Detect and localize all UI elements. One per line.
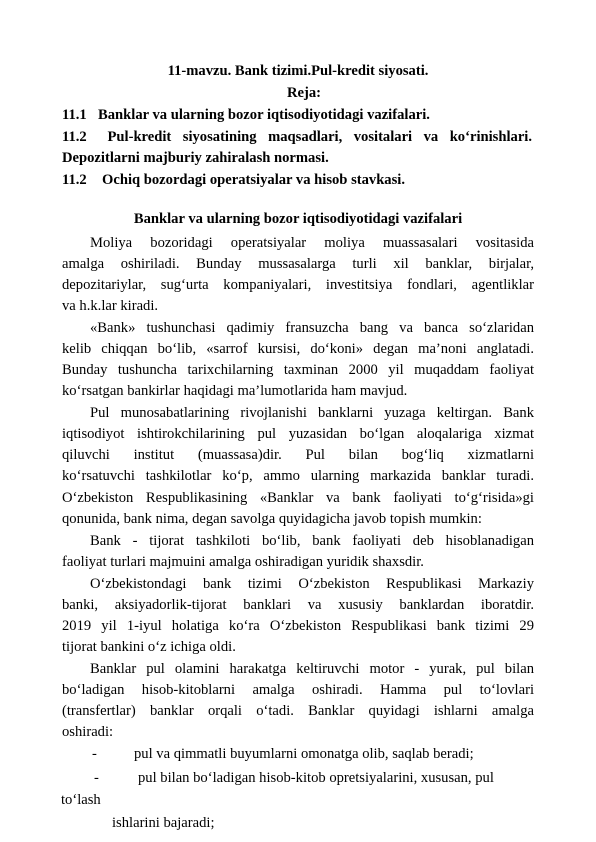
paragraph-line: 2019 yil 1-iyul holatiga ko‘ra O‘zbekiston Respublikasi bank tizimi 29 (62, 618, 534, 634)
paragraph-line: depozitariylar, sug‘urta kompaniyalari, investitsiya fondlari, agentliklar (62, 277, 534, 293)
plan-item-text: Pul-kredit siyosatining maqsadlari, vositalari va ko‘rinishlari. (107, 129, 532, 145)
paragraph-line: ko‘rsatuvchi tashkilotlar ko‘p, ammo ularning markazida banklar turadi. (62, 468, 534, 484)
plan-item (62, 106, 532, 125)
plan-item-text: Banklar va ularning bozor iqtisodiyotidagi vazifalari. (98, 107, 430, 123)
paragraph-line: faoliyat turlari majmuini amalga oshiradigan yuridik shaxsdir. (62, 554, 424, 570)
plan-item (62, 171, 532, 190)
plan-item-number: 11.2 (62, 129, 87, 145)
paragraph-line: oshiradi: (62, 724, 114, 740)
paragraph-line: Bank - tijorat tashkiloti bo‘lib, bank faoliyati deb hisoblanadigan (90, 533, 534, 549)
bullet-continuation: to‘lash (61, 792, 101, 808)
paragraph-line: bo‘ladigan hisob-kitoblarni amalga oshiradi. Hamma pul to‘lovlari (62, 682, 534, 698)
paragraph-line: Banklar pul olamini harakatga keltiruvchi motor - yurak, pul bilan (90, 661, 534, 677)
bullet-continuation: ishlarini bajaradi; (112, 815, 215, 831)
paragraph-line: «Bank» tushunchasi qadimiy fransuzcha bang va banca so‘zlaridan (90, 320, 534, 336)
plan-item-number: 11.1 (62, 107, 87, 123)
paragraph-line: Moliya bozoridagi operatsiyalar moliya muassasalari vositasida (90, 235, 534, 251)
paragraph-line: O‘zbekiston Respublikasining «Banklar va bank faoliyati to‘g‘risida»gi (62, 490, 534, 506)
paragraph-line: qiluvchi institut (muassasa)dir. Pul bilan bog‘liq xizmatlarni (62, 447, 534, 463)
plan-heading: Reja: (286, 85, 322, 101)
bullet-text: pul va qimmatli buyumlarni omonatga olib, saqlab beradi; (134, 746, 474, 762)
paragraph-line: tijorat bankini o‘z ichiga oldi. (62, 639, 236, 655)
paragraph-line: qonunida, bank nima, degan savolga quyidagicha javob topish mumkin: (62, 511, 482, 527)
paragraph-line: Pul munosabatlarining rivojlanishi banklarni yuzaga keltirgan. Bank (90, 405, 534, 421)
plan-item-number: 11.2 (62, 172, 87, 188)
document-title: 11-mavzu. Bank tizimi.Pul-kredit siyosati. (167, 63, 429, 79)
paragraph-line: banki, aksiyadorlik-tijorat banklari va xususiy banklardan iboratdir. (62, 597, 534, 613)
plan-item (62, 128, 532, 147)
section-heading: Banklar va ularning bozor iqtisodiyotidagi vazifalari (133, 211, 463, 227)
bullet-dash: - (94, 770, 99, 786)
paragraph-line: ko‘rsatgan bankirlar haqidagi ma’lumotlarida ham mavjud. (62, 383, 408, 399)
paragraph-line: O‘zbekistondagi bank tizimi O‘zbekiston Respublikasi Markaziy (90, 576, 534, 592)
paragraph-line: amalga oshiriladi. Bunday mussasalarga turli xil banklar, birjalar, (62, 256, 534, 272)
plan-item-text: Ochiq bozordagi operatsiyalar va hisob stavkasi. (102, 172, 405, 188)
paragraph-line: (transfertlar) banklar orqali o‘tadi. Banklar quyidagi ishlarni amalga (62, 703, 534, 719)
plan-item-text: Depozitlarni majburiy zahiralash normasi. (62, 150, 329, 166)
paragraph-line: Bunday tushuncha tarixchilarning taxminan 2000 yil muqaddam faoliyat (62, 362, 534, 378)
bullet-text: pul bilan bo‘ladigan hisob-kitob opretsiyalarini, xususan, pul (138, 770, 494, 786)
paragraph-line: iqtisodiyot ishtirokchilarining pul yuzasidan bo‘lgan aloqalariga xizmat (62, 426, 534, 442)
plan-item (62, 149, 532, 168)
bullet-dash: - (92, 746, 97, 762)
paragraph-line: kelib chiqqan bo‘lib, «sarrof kursisi, do‘koni» degan ma’noni anglatadi. (62, 341, 534, 357)
paragraph-line: va h.k.lar kiradi. (62, 298, 159, 314)
